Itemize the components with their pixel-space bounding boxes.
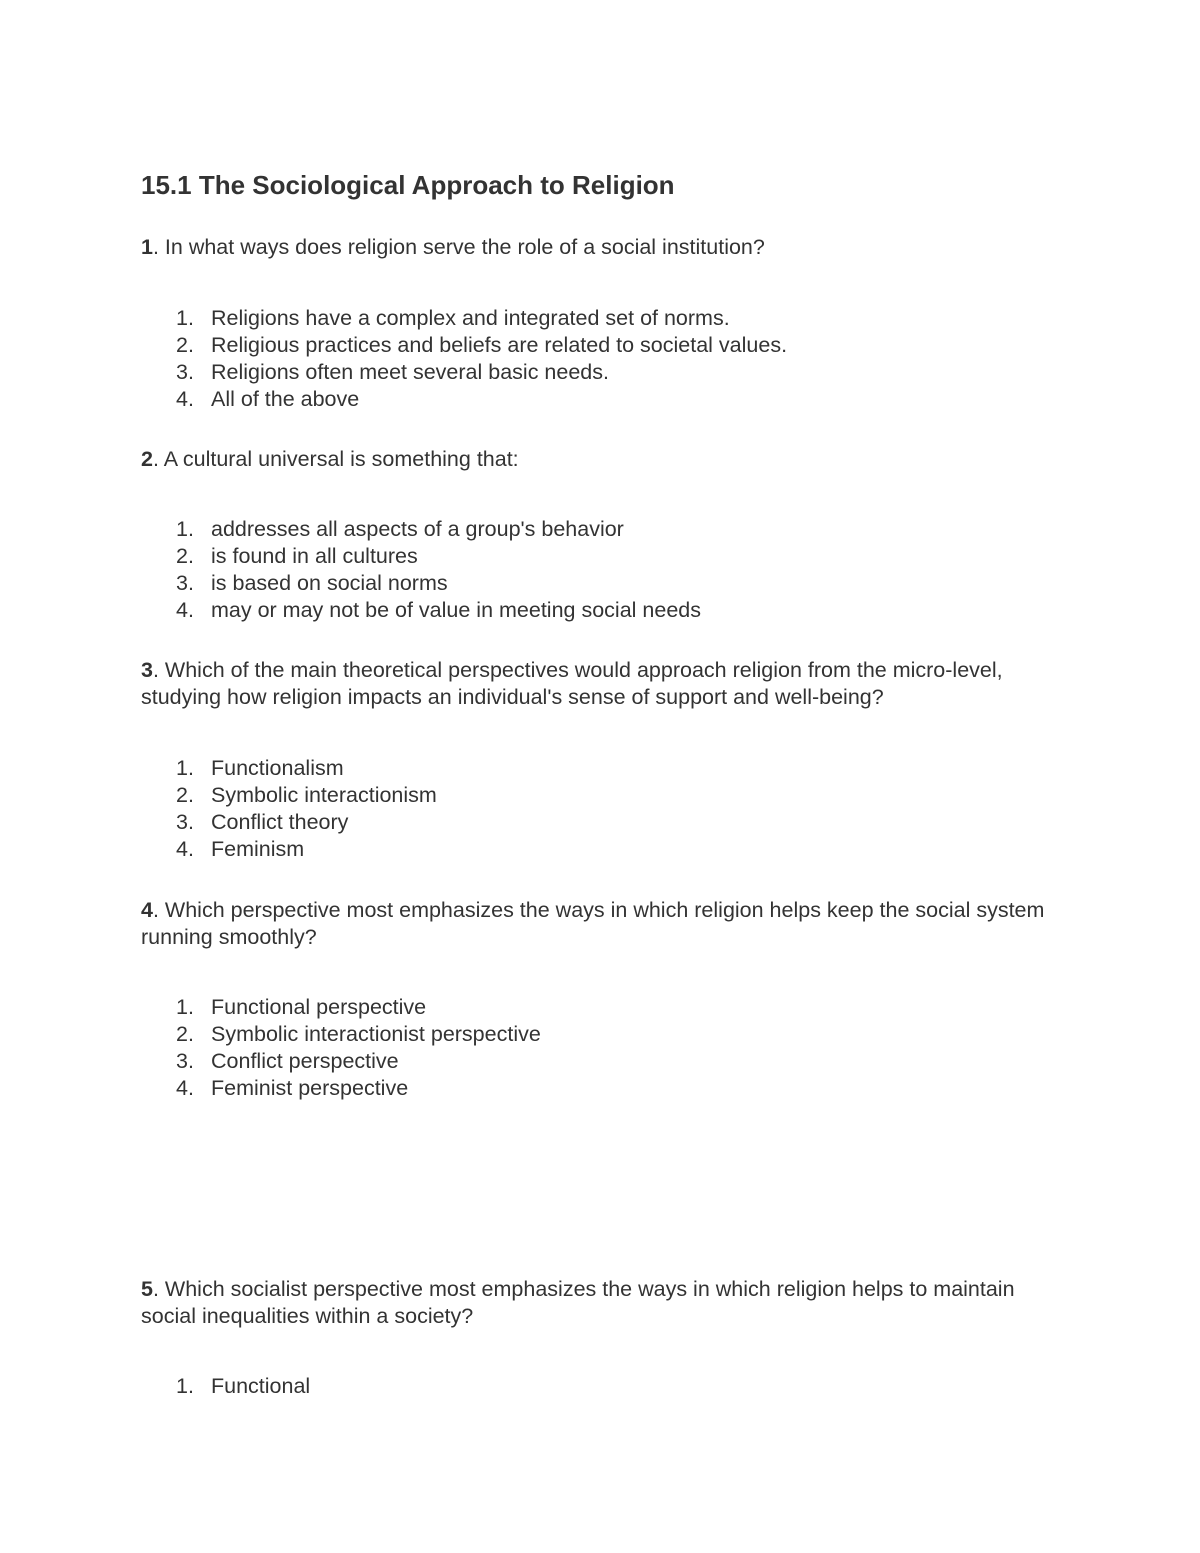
option-text: Religions have a complex and integrated set of norms. [211,306,730,330]
option-text: Functional perspective [211,995,427,1019]
question-number: 3 [141,658,153,682]
option-text: Symbolic interactionism [211,783,437,807]
option-text: is based on social norms [211,571,448,595]
option-text: is found in all cultures [211,544,418,568]
option-marker: 3. [176,1049,194,1073]
question-text: . Which of the main theoretical perspectives would approach religion from the micro-level, studying how religion impacts an individual's sense of support and well-being? [141,658,1003,709]
option-marker: 2. [176,1022,194,1046]
option-marker: 1. [176,995,194,1019]
option-text: may or may not be of value in meeting social needs [211,598,701,622]
question-text: . A cultural universal is something that: [152,447,519,471]
option-text: Feminist perspective [211,1076,409,1100]
option-text: Conflict theory [211,810,349,834]
page-title: 15.1 The Sociological Approach to Religion [141,170,675,200]
question-5 [141,1276,1061,1330]
option-marker: 2. [176,544,194,568]
option-marker: 3. [176,360,194,384]
option-text: Functional [211,1374,311,1398]
option-text: Religious practices and beliefs are related to societal values. [211,333,788,357]
option-marker: 4. [176,837,194,861]
option-text: addresses all aspects of a group's behavior [211,517,624,541]
option-marker: 1. [176,756,194,780]
option-text: All of the above [211,387,360,411]
question-3 [141,657,1061,711]
option-marker: 1. [176,517,194,541]
option-marker: 1. [176,1374,194,1398]
question-number: 1 [141,235,153,259]
option-text: Religions often meet several basic needs. [211,360,609,384]
question-1 [141,234,1061,261]
option-marker: 3. [176,571,194,595]
question-number: 2 [141,447,153,471]
option-marker: 4. [176,1076,194,1100]
option-text: Functionalism [211,756,344,780]
option-text: Conflict perspective [211,1049,399,1073]
question-number: 4 [141,898,153,922]
question-text: . Which socialist perspective most emphasizes the ways in which religion helps to maintain social inequalities within a society? [141,1277,1015,1328]
option-marker: 4. [176,598,194,622]
question-number: 5 [141,1277,153,1301]
option-text: Feminism [211,837,305,861]
option-marker: 1. [176,306,194,330]
question-2 [141,446,1061,473]
question-4 [141,897,1061,951]
option-text: Symbolic interactionist perspective [211,1022,541,1046]
option-marker: 2. [176,783,194,807]
question-text: . Which perspective most emphasizes the ways in which religion helps keep the social system running smoothly? [141,898,1045,949]
option-marker: 4. [176,387,194,411]
option-marker: 3. [176,810,194,834]
question-text: . In what ways does religion serve the role of a social institution? [152,235,765,259]
option-marker: 2. [176,333,194,357]
